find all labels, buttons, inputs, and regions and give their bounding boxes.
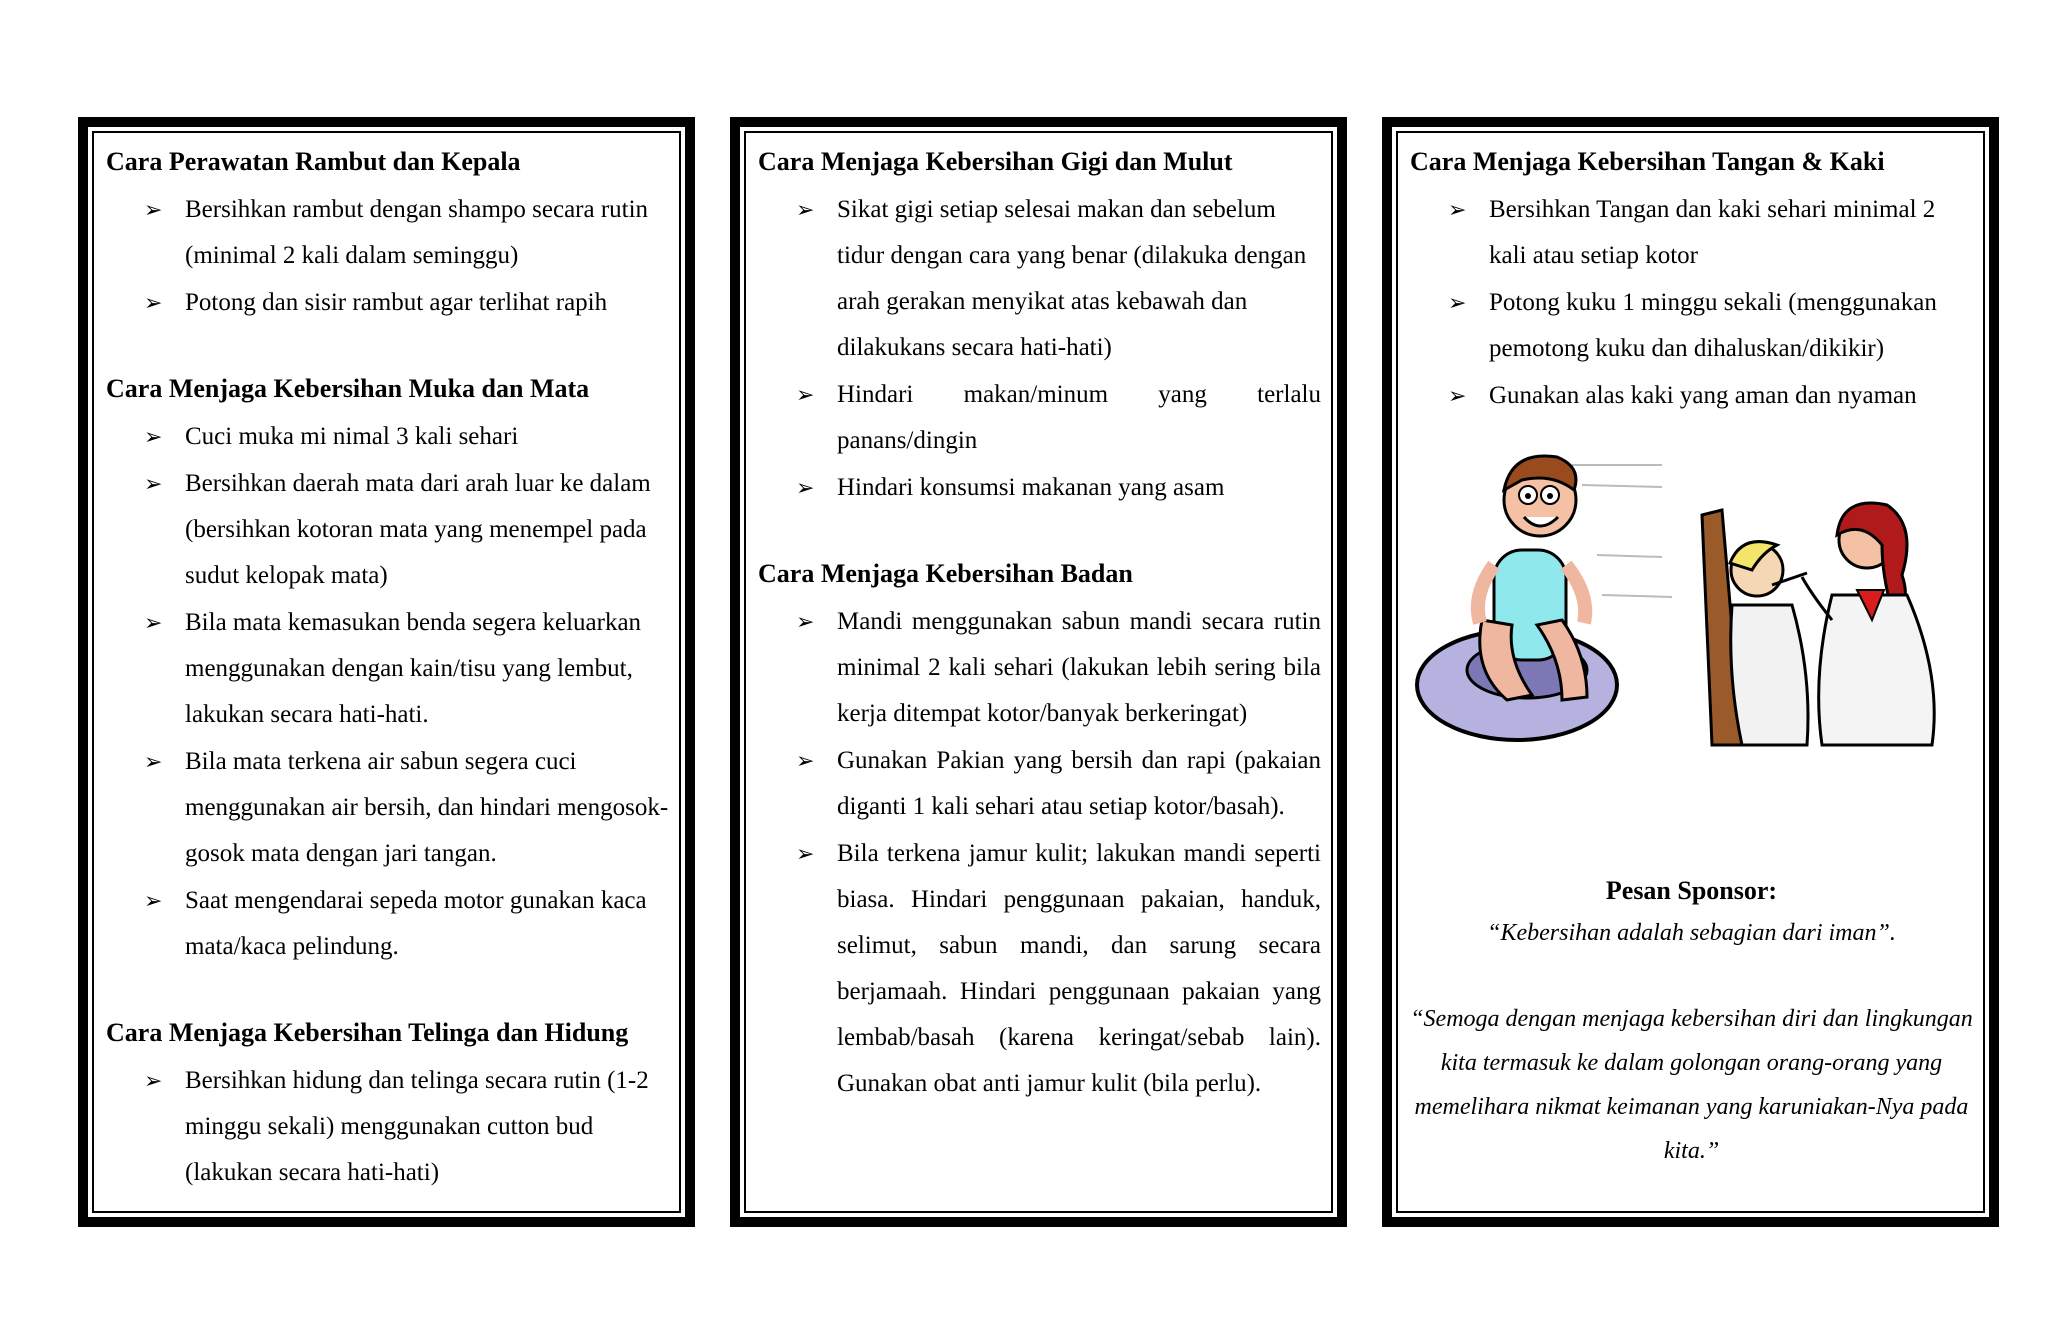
heading-hands-feet: Cara Menjaga Kebersihan Tangan & Kaki bbox=[1410, 147, 1885, 176]
list-item: ➢ Hindari konsumsi makanan yang asam bbox=[758, 465, 1321, 511]
list-item: ➢ Gunakan Pakian yang bersih dan rapi (pakaian diganti 1 kali sehari atau setiap kotor/basah). bbox=[758, 738, 1321, 830]
arrow-bullet-icon: ➢ bbox=[144, 610, 163, 635]
list-face-eyes bbox=[106, 414, 669, 970]
panel-inner-border bbox=[92, 131, 681, 1213]
list-item: ➢ Bila mata kemasukan benda segera keluarkan menggunakan dengan kain/tisu yang lembut, lakukan secara hati-hati. bbox=[106, 600, 669, 738]
sponsor-quote: “Kebersihan adalah sebagian dari iman”. bbox=[1487, 920, 1896, 946]
arrow-bullet-icon: ➢ bbox=[796, 197, 815, 222]
arrow-bullet-icon: ➢ bbox=[1448, 197, 1467, 222]
arrow-bullet-icon: ➢ bbox=[796, 841, 815, 866]
heading-hair-care: Cara Perawatan Rambut dan Kepala bbox=[106, 147, 521, 176]
panel-inner-border bbox=[1396, 131, 1985, 1213]
heading-teeth-mouth: Cara Menjaga Kebersihan Gigi dan Mulut bbox=[758, 147, 1233, 176]
panel-hands-feet bbox=[1382, 117, 1999, 1227]
list-hands-feet bbox=[1410, 187, 1973, 419]
arrow-bullet-icon: ➢ bbox=[144, 471, 163, 496]
list-item: ➢ Bila terkena jamur kulit; lakukan mandi seperti biasa. Hindari penggunaan pakaian, handuk, selimut, sabun mandi, dan sarung secara berjamaah. Hindari penggunaan pakaian yang lembab/basah (karena keringat/sebab lain). Gunakan obat anti jamur kulit (bila perlu). bbox=[758, 831, 1321, 1107]
panel-hair-face-ears bbox=[78, 117, 695, 1227]
sponsor-message: “Semoga dengan menjaga kebersihan diri dan lingkungan kita termasuk ke dalam golongan orang-orang yang memelihara nikmat keimanan yang karuniakan-Nya pada kita.” bbox=[1410, 1006, 1973, 1164]
arrow-bullet-icon: ➢ bbox=[796, 382, 815, 407]
arrow-bullet-icon: ➢ bbox=[1448, 383, 1467, 408]
list-item: ➢ Saat mengendarai sepeda motor gunakan kaca mata/kaca pelindung. bbox=[106, 878, 669, 970]
list-item: ➢ Sikat gigi setiap selesai makan dan sebelum tidur dengan cara yang benar (dilakuka dengan arah gerakan menyikat atas kebawah dan dilakukans secara hati-hati) bbox=[758, 187, 1321, 371]
heading-face-eyes: Cara Menjaga Kebersihan Muka dan Mata bbox=[106, 374, 590, 403]
clipart-svg bbox=[1412, 445, 1972, 765]
arrow-bullet-icon: ➢ bbox=[144, 749, 163, 774]
list-item: ➢ Gunakan alas kaki yang aman dan nyaman bbox=[1410, 373, 1973, 419]
heading-ears-nose: Cara Menjaga Kebersihan Telinga dan Hidung bbox=[106, 1018, 629, 1047]
list-item: ➢ Bersihkan rambut dengan shampo secara rutin (minimal 2 kali dalam seminggu) bbox=[106, 187, 669, 279]
sponsor-title: Pesan Sponsor: bbox=[1605, 876, 1778, 905]
arrow-bullet-icon: ➢ bbox=[144, 424, 163, 449]
list-ears-nose bbox=[106, 1058, 669, 1196]
list-item: ➢ Potong kuku 1 minggu sekali (menggunakan pemotong kuku dan dihaluskan/dikikir) bbox=[1410, 280, 1973, 372]
list-item: ➢ Mandi menggunakan sabun mandi secara rutin minimal 2 kali sehari (lakukan lebih sering bila kerja ditempat kotor/banyak berkeringat) bbox=[758, 599, 1321, 737]
arrow-bullet-icon: ➢ bbox=[144, 888, 163, 913]
list-item: ➢ Bila mata terkena air sabun segera cuci menggunakan air bersih, dan hindari mengosok-gosok mata dengan jari tangan. bbox=[106, 739, 669, 877]
list-hair-care bbox=[106, 187, 669, 326]
heading-body: Cara Menjaga Kebersihan Badan bbox=[758, 559, 1133, 588]
arrow-bullet-icon: ➢ bbox=[1448, 290, 1467, 315]
panel-teeth-body bbox=[730, 117, 1347, 1227]
man-on-inner-tube-illustration bbox=[1417, 456, 1672, 740]
list-teeth-mouth bbox=[758, 187, 1321, 511]
arrow-bullet-icon: ➢ bbox=[796, 748, 815, 773]
arrow-bullet-icon: ➢ bbox=[144, 1068, 163, 1093]
arrow-bullet-icon: ➢ bbox=[796, 475, 815, 500]
panel-inner-border bbox=[744, 131, 1333, 1213]
list-item: ➢ Bersihkan Tangan dan kaki sehari minimal 2 kali atau setiap kotor bbox=[1410, 187, 1973, 279]
arrow-bullet-icon: ➢ bbox=[796, 609, 815, 634]
list-item: ➢ Hindari makan/minum yang terlalu panans/dingin bbox=[758, 372, 1321, 464]
clipart-illustration bbox=[1412, 445, 1972, 765]
list-body bbox=[758, 599, 1321, 1107]
list-item: ➢ Potong dan sisir rambut agar terlihat rapih bbox=[106, 280, 669, 326]
list-item: ➢ Bersihkan daerah mata dari arah luar ke dalam (bersihkan kotoran mata yang menempel pada sudut kelopak mata) bbox=[106, 461, 669, 599]
list-item: ➢ Cuci muka mi nimal 3 kali sehari bbox=[106, 414, 669, 460]
arrow-bullet-icon: ➢ bbox=[144, 290, 163, 315]
list-item: ➢ Bersihkan hidung dan telinga secara rutin (1-2 minggu sekali) menggunakan cutton bud (lakukan secara hati-hati) bbox=[106, 1058, 669, 1196]
arrow-bullet-icon: ➢ bbox=[144, 197, 163, 222]
doctor-examining-child-illustration bbox=[1702, 503, 1934, 745]
